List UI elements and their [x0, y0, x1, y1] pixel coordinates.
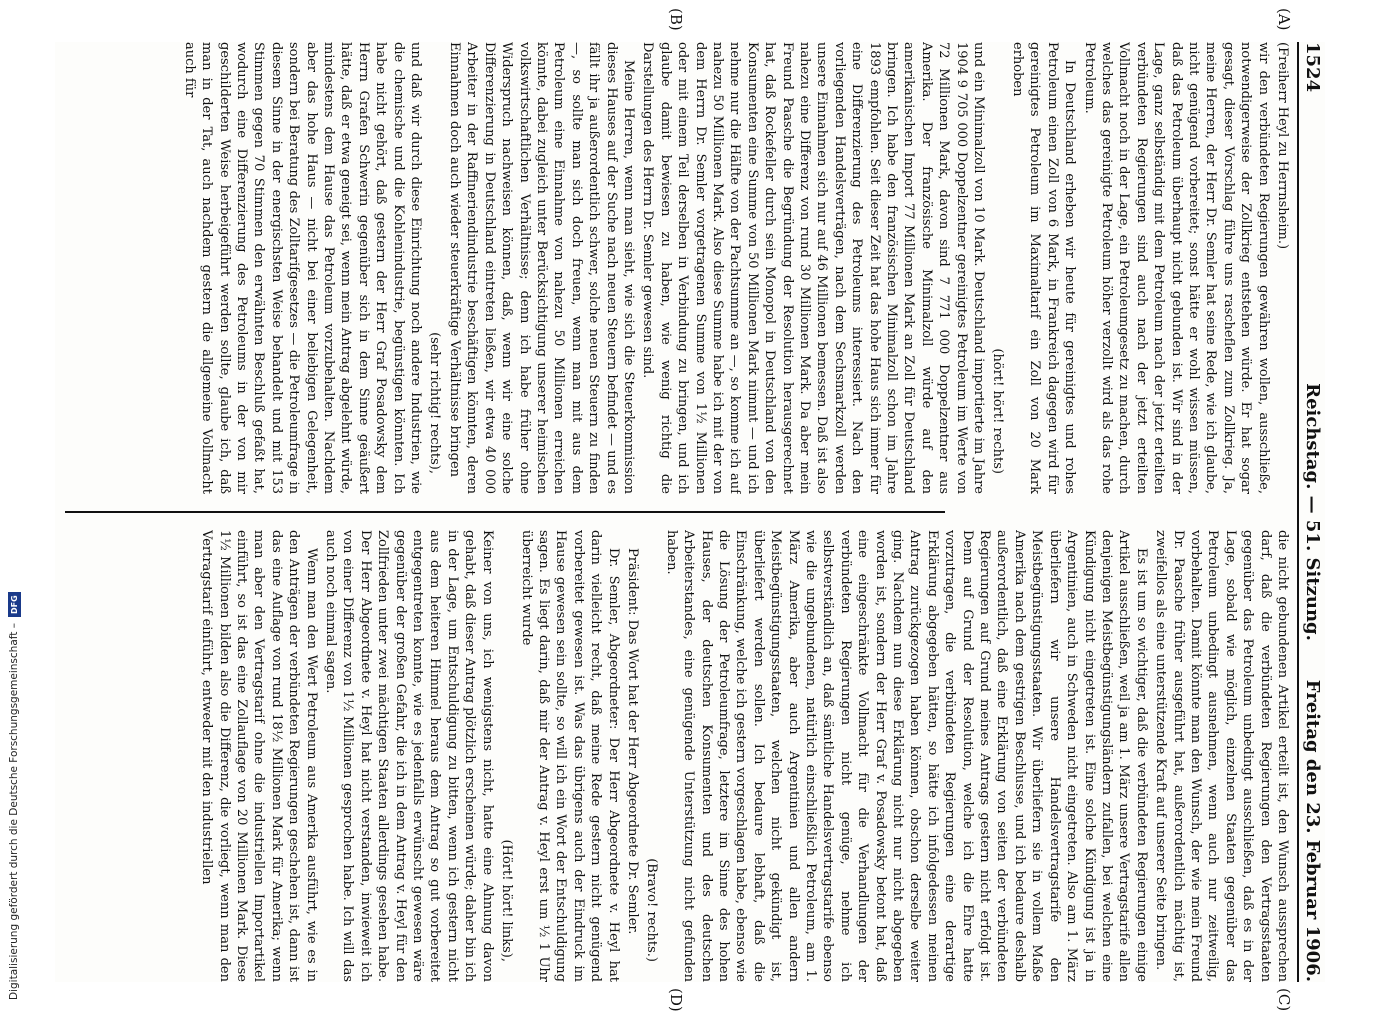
paragraph: Es ist um so wichtiger, daß die verbündeten Regierungen einige Artikel ausschließen, weil ja am 1. März unsere Vertragstarife allen denjenigen Meistbegünstigungsländern zufallen, bei welchen eine Kündigung nicht eingetreten ist. Eine solche Kündigung ist ja in Argentinien, auch in Schweden nicht eingetreten. Also am 1. März überliefern wir unsere Handelsvertragstarife den Meistbegünstigungsstaaten. Wir überliefern sie in vollem Maße Amerika nach dem gestrigen Beschlusse, und ich bedaure deshalb außerordentlich, daß eine Erklärung von seiten der verbündeten Regierungen auf Grund meines Antrags gestern nicht erfolgt ist. Denn auf Grund der Resolution, welche ich die Ehre hatte vorzutragen, die verbündeten Regierungen eine derartige Erklärung abgegeben hätten, so hätte ich infolgedessen meinen Antrag zurückgezogen haben können, obschon derselbe weiter ging. Nachdem nun diese Erklärung nicht nur nicht abgegeben worden ist, sondern der Herr Graf v. Posadowsky betont hat, daß eine eingeschränkte Vollmacht für die Verhandlungen der verbündeten Regierungen nicht genüge, nehme ich selbstverständlich an, daß sämtliche Handelsvertragstarife ebenso wie die ungebundenen, natürlich einschließlich Petroleum, am 1. März Amerika, aber auch Argentinien und allen andern Meistbegünstigungsstaaten, welchen nicht gekündigt ist, überliefert werden sollen. Ich bedaure lebhaft, daß die Einschränkung, welche ich gestern vorgeschlagen habe, ebenso wie die Lösung der Petroleumfrage, letztere im Sinne des hohen Hauses, der deutschen Konsumenten und des deutschen Arbeiterstandes, eine genügende Unterstützung nicht gefunden haben. [663, 530, 1149, 982]
page-number: 1524 [1302, 42, 1323, 93]
margin-mark-a: (A) [1275, 8, 1293, 31]
margin-mark-b: (B) [667, 8, 685, 31]
margin-mark-d: (D) [667, 988, 685, 1012]
paragraph: und daß wir durch diese Einrichtung noch andere Industrien, wie die chemische und die Kohlenindustrie, begünstigen könnten. Ich habe nicht gehört, daß gestern der Herr Graf Posadowsky dem Herrn Grafen Schwerin gegenüber sich in dem Sinne geäußert hätte, daß er etwa geneigt sei, wenn mein Antrag abgelehnt würde, mindestens dem Hause das Petroleum vorzubehalten. Nachdem aber das hohe Haus — nicht bei einer beliebigen Gelegenheit, sondern bei Beratung des Zolltarifgesetzes — die Petroleumfrage in diesem Sinne in der energischsten Weise behandelt und mit 153 Stimmen gegen 70 Stimmen den erwähnten Beschluß gefaßt hat, wodurch eine Differenzierung des Petroleums in der von mir geschilderten Weise herbeigeführt werden sollte, glaube ich, daß man in der Tat, auch nachdem gestern die allgemeine Vollmacht auch für [181, 42, 424, 494]
session-date: Freitag den 23. Februar 1906. [1302, 679, 1323, 982]
interjection: (Hört! hört! links), [499, 839, 515, 962]
paragraph: In Deutschland erheben wir heute für gereinigtes und rohes Petroleum einen Zoll von 6 Mark, in Frankreich dagegen wird für gereinigtes Petroleum im Maximaltarif ein Zoll von 20 Mark erhoben [1009, 42, 1078, 494]
interjection: (sehr richtig! rechts), [427, 332, 443, 474]
digitization-credit [6, 0, 22, 1000]
dfg-logo: DFG [8, 592, 21, 617]
margin-mark-c: (C) [1275, 988, 1293, 1012]
credit-text: Digitalisierung gefördert durch die Deutsche Forschungsgemeinschaft – [8, 623, 20, 1000]
paragraph: die nicht gebundenen Artikel erteilt ist, den Wunsch aussprechen darf, daß die verbündeten Regierungen den Vertragsstaaten gegenüber das Petroleum unbedingt ausschließen, daß es in der Lage, sobald wie möglich, einzelnen Staaten gegenüber das Petroleum unbedingt ausnehmen, wenn auch nur zeitweilig, vorbehalten. Damit könnte man den Wunsch, der wie mein Freund Dr. Paasche früher ausgeführt hat, außerordentlich mächtig ist, zweifellos als eine unterstützende Kraft auf unserer Seite bringen. [1153, 530, 1290, 982]
document-page [55, 8, 1325, 1012]
paragraph: Dr. Semler, Abgeordneter: Der Herr Abgeordnete v. Heyl hat darin vielleicht recht, daß meine Rede gestern nicht genügend vorbereitet gewesen ist. Was das übrigens auch der Eindruck im Hause gewesen sein sollte, so will ich ein Wort der Entschuldigung sagen. Es liegt darin, daß mir der Antrag v. Heyl erst um ½ 1 Uhr überreicht wurde [518, 530, 621, 982]
paragraph: und ein Minimalzoll von 10 Mark. Deutschland importierte im Jahre 1904 9 705 000 Doppelzentner gereinigtes Petroleum im Werte von 72 Millionen Mark, davon sind 7 771 000 Doppelzentner aus Amerika. Der französische Minimalzoll würde auf den amerikanischen Import 77 Millionen Mark an Zoll für Deutschland bringen. Ich habe den französischen Minimalzoll schon im Jahre 1893 empfohlen. Seit dieser Zeit hat das hohe Haus sich immer für eine Differenzierung des Petroleums interessiert. Nach den vorliegenden Handelsverträgen, nach dem Sechsmarkzoll werden unsere Einnahmen sich nur auf 46 Millionen bemessen. Daß ist also nahezu eine Differenz von rund 30 Millionen Mark. Da aber mein Freund Paasche die Begründung der Resolution herausgerechnet hat, daß Rockefeller durch sein Monopol in Deutschland von den Konsumenten eine Summe von 50 Millionen Mark nimmt — und ich nehme nur die Hälfte von der Pachtsumme an —, so komme ich auf nahezu 50 Millionen Mark. Also diese Summe habe ich mit der von dem Herrn Dr. Semler vorgetragenen Summe von 1½ Millionen oder mit einem Teil derselben in Verbindung zu bringen, und ich glaube damit bewiesen zu haben, wie wenig richtig die Darstellungen des Herrn Dr. Semler gewesen sind. [640, 42, 987, 494]
paragraph: Meine Herren, wenn man sieht, wie sich die Steuerkommission dieses Hauses auf der Suche nach neuen Steuern befindet — und es fällt ihr ja außerordentlich schwer, solche neuen Steuern zu finden —, so sollte man sich doch freuen, wenn man mit aus dem Petroleum eine Einnahme von nahezu 50 Millionen erreichen könnte, dabei zugleich unter Berücksichtigung unserer heimischen volkswirtschaftlichen Verhältnisse; denn ich habe früher ohne Widerspruch nachweisen können, daß, wenn wir eine solche Differenzierung in Deutschland eintreten ließen, wir etwa 40 000 Arbeiter in der Raffineriendindustrie beschäftigen könnten, deren Einnahmen doch auch wieder steuerkräftige Verhältnisse bringen [446, 42, 636, 494]
left-text-column [61, 42, 1291, 494]
paragraph: Präsident: Das Wort hat der Herr Abgeordnete Dr. Semler. [624, 548, 640, 935]
paragraph: Keiner von uns, ich wenigstens nicht, hatte eine Ahnung davon gehabt, daß dieser Antrag plötzlich erscheinen würde; daher bin ich in der Lage, um Entschuldigung zu bitten, wenn ich gestern nicht aus dem heiteren Himmel heraus dem Antrag so gut vorbereitet entgegentreten konnte, wie es jedenfalls erwünscht gewesen wäre gegenüber der großen Gefahr, die ich in dem Antrag v. Heyl für den Zollfrieden unter zwei mächtigen Staaten allerdings gesehen habe. Der Herr Abgeordnete v. Heyl hat nicht verstanden, inwieweit ich von einer Differenz von 1½ Millionen gesprochen habe. Ich will das auch noch einmal sagen. [323, 530, 495, 982]
right-text-column [61, 530, 1291, 982]
paragraph: wir den verbündeten Regierungen gewähren wollen, ausschließe, notwendigerweise der Zollkrieg entstehen würde. Er hat sogar gesagt, dieser Vorschlag führe uns rascheflen zum Zollkrieg. Ja, meine Herren, der Herr Dr. Semler hat seine Rede, wie ich glaube, nicht genügend vorbereitet; sonst hätte er wohl wissen müssen, daß das Petroleum überhaupt nicht gebunden ist. Wir sind in der Lage, ganz selbständig mit dem Petroleum nach der jetzt erteilten verbündeten Regierungen sind auch nach der jetzt erteilten Vollmacht noch in der Lage, ein Petroleumgesetz zu machen, durch welches das gereinigte Petroleum höher verzollt wird als das rohe Petroleum. [1081, 42, 1271, 494]
paragraph: Wenn man den Wert Petroleum aus Amerika ausführt, wie es in den Anträgen der verbündeten Regierungen geschehen ist, dann ist das eine Auflage von rund 18½ Millionen Mark für Amerika; wenn man aber den Vertragstarif ohne die industriellen Importartikel einführt, so ist das eine Zollauflage von 20 Millionen Mark. Diese 1½ Millionen bilden also die Differenz, die vorliegt, wenn man den Vertragstarif einführt, entweder mit den industriellen [199, 530, 319, 982]
page-header [1297, 42, 1325, 982]
interjection: (Bravo! rechts.) [644, 858, 660, 962]
column-divider [65, 511, 945, 513]
speaker-tag: (Freiherr Heyl zu Herrnsheim.) [1275, 42, 1290, 250]
session-title: Reichstag. — 51. Sitzung. [1302, 383, 1323, 641]
interjection: (hört! hört! rechts) [990, 348, 1006, 474]
